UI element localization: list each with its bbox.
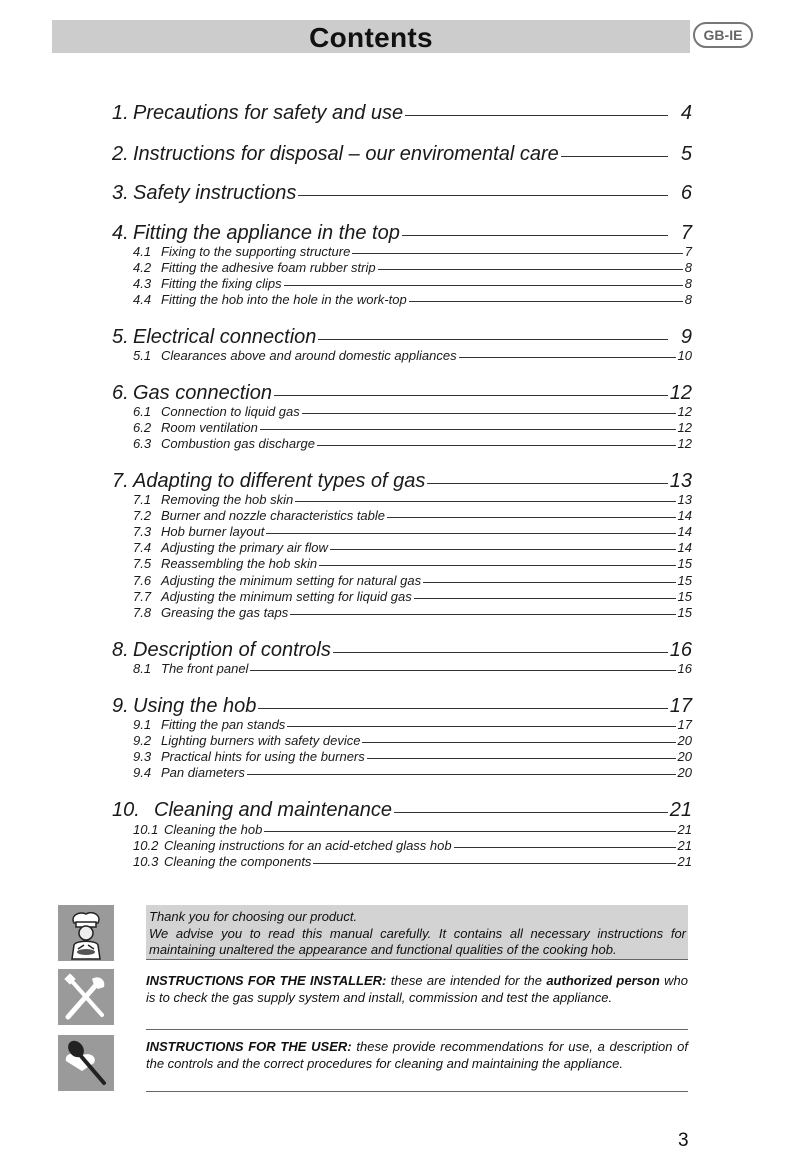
header-bar <box>52 20 690 53</box>
toc-sub-title: Fitting the pan stands <box>161 717 286 732</box>
toc-section-number: 4. <box>112 222 129 244</box>
toc-section-4[interactable] <box>112 221 692 245</box>
toc-sub-title: Hob burner layout <box>161 524 265 539</box>
toc-section-7[interactable] <box>112 469 692 493</box>
toc-sub-number: 7.8 <box>133 605 152 620</box>
toc-subsection[interactable] <box>133 661 692 677</box>
toc-section-number: 7. <box>112 470 129 492</box>
toc-sub-title: Adjusting the primary air flow <box>161 540 328 555</box>
toc-subsection[interactable] <box>133 436 692 452</box>
toc-section-3[interactable] <box>112 181 692 205</box>
toc-section-title: Gas connection <box>133 382 272 404</box>
toc-section-6[interactable] <box>112 381 692 405</box>
toc-leader <box>250 670 675 671</box>
toc-leader <box>454 847 676 848</box>
toc-leader <box>387 517 676 518</box>
toc-sub-title: The front panel <box>161 661 249 676</box>
toc-sub-number: 7.2 <box>133 508 152 523</box>
toc-leader <box>284 285 683 286</box>
page-title: Contents <box>309 22 433 53</box>
toc-sub-number: 7.1 <box>133 492 152 507</box>
toc-leader <box>405 115 668 116</box>
toc-leader <box>319 565 675 566</box>
toc-leader <box>258 708 667 709</box>
notice-installer-bold: authorized person <box>546 973 660 988</box>
toc-section-2[interactable] <box>112 142 692 166</box>
toc-leader <box>362 742 675 743</box>
toc-sub-title: Fitting the hob into the hole in the work-top <box>161 292 407 307</box>
toc-sub-title: Clearances above and around domestic appliances <box>161 348 457 363</box>
toc-sub-page: 17 <box>677 717 692 732</box>
toc-leader <box>298 195 668 196</box>
toc-page-number: 5 <box>680 143 692 165</box>
toc-subsection[interactable] <box>133 765 692 781</box>
toc-section-8[interactable] <box>112 638 692 662</box>
toc-sub-title: Fitting the fixing clips <box>161 276 282 291</box>
toc-sub-page: 21 <box>677 822 692 837</box>
toc-subsection[interactable] <box>133 589 692 605</box>
toc-subsection[interactable] <box>133 556 692 572</box>
toc-subsection[interactable] <box>133 838 692 854</box>
toc-sub-title: Practical hints for using the burners <box>161 749 365 764</box>
toc-sub-title: Cleaning instructions for an acid-etched glass hob <box>164 838 452 853</box>
toc-subsection[interactable] <box>133 605 692 621</box>
toc-leader <box>352 253 682 254</box>
toc-sub-page: 14 <box>677 540 692 555</box>
toc-sub-page: 20 <box>677 765 692 780</box>
tools-icon <box>58 969 114 1025</box>
toc-leader <box>333 652 668 653</box>
toc-section-number: 9. <box>112 695 129 717</box>
toc-sub-page: 8 <box>684 260 692 275</box>
toc-sub-page: 16 <box>677 661 692 676</box>
toc-sub-number: 7.5 <box>133 556 152 571</box>
toc-section-number: 8. <box>112 639 129 661</box>
toc-sub-number: 9.2 <box>133 733 152 748</box>
toc-section-number: 3. <box>112 182 129 204</box>
toc-sub-number: 10.3 <box>133 854 159 869</box>
toc-sub-number: 6.1 <box>133 404 152 419</box>
toc-section-number: 10. <box>112 799 140 821</box>
toc-leader <box>247 774 676 775</box>
toc-leader <box>274 395 668 396</box>
toc-subsection[interactable] <box>133 717 692 733</box>
toc-sub-page: 20 <box>677 749 692 764</box>
notice-installer-text: who is to check the gas supply system and install, commission and test the appliance. <box>146 973 688 1005</box>
toc-leader <box>313 863 675 864</box>
toc-sub-number: 4.1 <box>133 244 152 259</box>
toc-sub-page: 8 <box>684 292 692 307</box>
toc-sub-title: Reassembling the hob skin <box>161 556 318 571</box>
toc-sub-title: Combustion gas discharge <box>161 436 315 451</box>
toc-sub-title: Connection to liquid gas <box>161 404 300 419</box>
toc-leader <box>317 445 676 446</box>
toc-subsection[interactable] <box>133 508 692 524</box>
toc-subsection[interactable] <box>133 244 692 260</box>
toc-sub-number: 10.1 <box>133 822 159 837</box>
toc-sub-number: 9.3 <box>133 749 152 764</box>
toc-sub-number: 4.2 <box>133 260 152 275</box>
toc-sub-title: Adjusting the minimum setting for liquid gas <box>161 589 412 604</box>
toc-sub-title: Cleaning the components <box>164 854 312 869</box>
toc-sub-title: Pan diameters <box>161 765 245 780</box>
toc-subsection[interactable] <box>133 260 692 276</box>
toc-section-title: Safety instructions <box>133 182 297 204</box>
toc-sub-title: Fixing to the supporting structure <box>161 244 351 259</box>
toc-sub-page: 20 <box>677 733 692 748</box>
toc-sub-page: 8 <box>684 276 692 291</box>
toc-sub-page: 14 <box>677 524 692 539</box>
toc-subsection[interactable] <box>133 404 692 420</box>
toc-section-number: 5. <box>112 326 129 348</box>
toc-section-number: 1. <box>112 102 129 124</box>
toc-leader <box>287 726 675 727</box>
toc-sub-title: Adjusting the minimum setting for natural gas <box>161 573 422 588</box>
toc-subsection[interactable] <box>133 276 692 292</box>
toc-sub-number: 6.3 <box>133 436 152 451</box>
toc-leader <box>409 301 683 302</box>
toc-sub-number: 4.4 <box>133 292 152 307</box>
toc-subsection[interactable] <box>133 420 692 436</box>
notice-thanks <box>146 905 688 960</box>
toc-leader <box>459 357 676 358</box>
toc-subsection[interactable] <box>133 492 692 508</box>
toc-sub-number: 7.6 <box>133 573 152 588</box>
toc-section-title: Electrical connection <box>133 326 317 348</box>
toc-page-number: 12 <box>669 382 692 404</box>
language-badge: GB-IE <box>693 22 753 48</box>
divider <box>146 1091 688 1092</box>
toc-sub-number: 9.4 <box>133 765 152 780</box>
toc-page-number: 7 <box>680 222 692 244</box>
toc-page-number: 17 <box>669 695 692 717</box>
toc-sub-page: 15 <box>677 589 692 604</box>
toc-leader <box>423 582 675 583</box>
toc-sub-title: Lighting burners with safety device <box>161 733 361 748</box>
toc-sub-page: 15 <box>677 605 692 620</box>
toc-leader <box>266 533 675 534</box>
toc-subsection[interactable] <box>133 573 692 589</box>
toc-sub-number: 10.2 <box>133 838 159 853</box>
toc-leader <box>330 549 676 550</box>
notice-thanks-line2: We advise you to read this manual carefully. It contains all necessary instructions for maintaining unaltered the appearance and functional qualities of the cooking hob. <box>149 925 686 957</box>
toc-section-title: Instructions for disposal – our enviromental care <box>133 143 559 165</box>
toc-section-title: Adapting to different types of gas <box>133 470 426 492</box>
spoon-hat-icon <box>58 1035 114 1091</box>
notice-installer <box>146 973 688 1006</box>
toc-sub-title: Fitting the adhesive foam rubber strip <box>161 260 376 275</box>
toc-leader <box>264 831 675 832</box>
toc-leader <box>427 483 667 484</box>
toc-sub-title: Greasing the gas taps <box>161 605 289 620</box>
toc-sub-number: 8.1 <box>133 661 152 676</box>
toc-leader <box>367 758 676 759</box>
toc-sub-number: 7.4 <box>133 540 152 555</box>
toc-sub-number: 7.3 <box>133 524 152 539</box>
toc-sub-page: 12 <box>677 436 692 451</box>
toc-leader <box>260 429 676 430</box>
toc-section-number: 2. <box>112 143 129 165</box>
toc-subsection[interactable] <box>133 822 692 838</box>
toc-subsection[interactable] <box>133 292 692 308</box>
toc-leader <box>561 156 668 157</box>
toc-sub-page: 7 <box>684 244 692 259</box>
toc-subsection[interactable] <box>133 854 692 870</box>
toc-sub-title: Removing the hob skin <box>161 492 294 507</box>
toc-section-number: 6. <box>112 382 129 404</box>
notice-installer-lead: INSTRUCTIONS FOR THE INSTALLER: <box>146 973 387 988</box>
chef-icon <box>58 905 114 961</box>
toc-section-title: Using the hob <box>133 695 257 717</box>
toc-leader <box>414 598 676 599</box>
toc-section-9[interactable] <box>112 694 692 718</box>
toc-section-title: Cleaning and maintenance <box>154 799 392 821</box>
toc-sub-number: 4.3 <box>133 276 152 291</box>
toc-leader <box>402 235 668 236</box>
toc-subsection[interactable] <box>133 524 692 540</box>
notice-user <box>146 1039 688 1072</box>
toc-sub-title: Cleaning the hob <box>164 822 263 837</box>
toc-sub-number: 7.7 <box>133 589 152 604</box>
toc-sub-page: 12 <box>677 404 692 419</box>
toc-sub-title: Room ventilation <box>161 420 258 435</box>
toc-leader <box>378 269 683 270</box>
toc-sub-page: 21 <box>677 854 692 869</box>
toc-sub-number: 9.1 <box>133 717 152 732</box>
toc-section-title: Fitting the appliance in the top <box>133 222 400 244</box>
toc-sub-page: 13 <box>677 492 692 507</box>
toc-subsection[interactable] <box>133 540 692 556</box>
notice-installer-text: these are intended for the <box>386 973 547 988</box>
toc-sub-number: 6.2 <box>133 420 152 435</box>
toc-leader <box>302 413 676 414</box>
toc-sub-page: 15 <box>677 556 692 571</box>
notice-user-text: these provide recommendations for use, a description of the controls and the correct procedures for cleaning and maintaining the appliance. <box>146 1039 689 1071</box>
toc-subsection[interactable] <box>133 348 692 364</box>
toc-sub-page: 12 <box>677 420 692 435</box>
page-number: 3 <box>678 1130 689 1151</box>
toc-leader <box>295 501 675 502</box>
toc-leader <box>318 339 668 340</box>
toc-leader <box>290 614 675 615</box>
toc-sub-page: 14 <box>677 508 692 523</box>
toc-section-10[interactable] <box>112 798 692 822</box>
divider <box>146 1029 688 1030</box>
toc-page-number: 4 <box>680 102 692 124</box>
toc-section-title: Description of controls <box>133 639 331 661</box>
notice-thanks-line1: Thank you for choosing our product. <box>149 909 358 924</box>
toc-page-number: 13 <box>669 470 692 492</box>
toc-sub-title: Burner and nozzle characteristics table <box>161 508 386 523</box>
toc-sub-page: 15 <box>677 573 692 588</box>
toc-leader <box>394 812 668 813</box>
toc-subsection[interactable] <box>133 749 692 765</box>
toc-page-number: 16 <box>669 639 692 661</box>
toc-page-number: 9 <box>680 326 692 348</box>
notice-user-lead: INSTRUCTIONS FOR THE USER: <box>146 1039 352 1054</box>
toc-sub-number: 5.1 <box>133 348 152 363</box>
toc-section-5[interactable] <box>112 325 692 349</box>
toc-page-number: 21 <box>669 799 692 821</box>
toc-section-1[interactable] <box>112 101 692 125</box>
toc-page-number: 6 <box>680 182 692 204</box>
toc-sub-page: 21 <box>677 838 692 853</box>
toc-section-title: Precautions for safety and use <box>133 102 404 124</box>
toc-subsection[interactable] <box>133 733 692 749</box>
toc-sub-page: 10 <box>677 348 692 363</box>
